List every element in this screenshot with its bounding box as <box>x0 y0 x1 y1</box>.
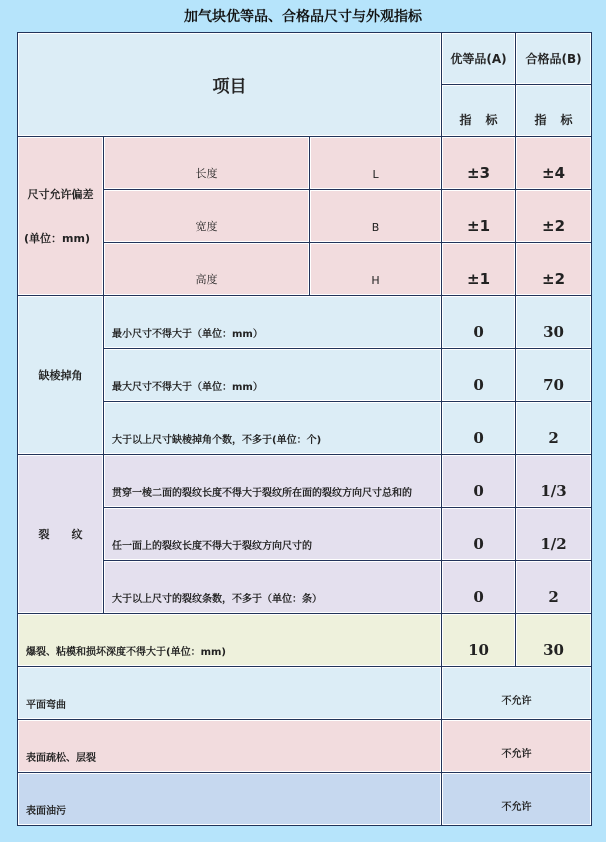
header-item: 项目 <box>18 33 442 137</box>
edge-row-a: 0 <box>442 402 516 455</box>
surface-oil-label: 表面油污 <box>18 773 442 826</box>
burst-b: 30 <box>516 614 592 667</box>
size-tolerance-unit: (单位：mm) <box>24 232 90 245</box>
size-row-symbol: B <box>310 190 442 243</box>
crack-label: 裂 纹 <box>18 455 104 614</box>
spec-table <box>17 32 592 826</box>
size-row-name: 宽度 <box>104 190 310 243</box>
edge-row-desc: 大于以上尺寸缺棱掉角个数，不多于(单位：个) <box>104 402 442 455</box>
size-tolerance-label: 尺寸允许偏差 <box>27 188 94 201</box>
header-grade-a: 优等品(A) <box>442 33 516 85</box>
flat-bending-label: 平面弯曲 <box>18 667 442 720</box>
edge-row-b: 2 <box>516 402 592 455</box>
crack-row-desc: 任一面上的裂纹长度不得大于裂纹方向尺寸的 <box>104 508 442 561</box>
burst-a: 10 <box>442 614 516 667</box>
surface-loose-label: 表面疏松、层裂 <box>18 720 442 773</box>
header-grade-b: 合格品(B) <box>516 33 592 85</box>
size-row-symbol: L <box>310 137 442 190</box>
header-index-a: 指标 <box>442 85 516 137</box>
crack-row-a: 0 <box>442 561 516 614</box>
size-tolerance-group <box>18 137 104 296</box>
edge-row-a: 0 <box>442 296 516 349</box>
crack-row-a: 0 <box>442 455 516 508</box>
surface-loose-value: 不允许 <box>442 720 592 773</box>
edge-row-b: 30 <box>516 296 592 349</box>
size-row-a: ±1 <box>442 190 516 243</box>
size-row-b: ±4 <box>516 137 592 190</box>
header-index-b: 指标 <box>516 85 592 137</box>
edge-row-a: 0 <box>442 349 516 402</box>
surface-oil-value: 不允许 <box>442 773 592 826</box>
size-row-symbol: H <box>310 243 442 296</box>
size-row-a: ±3 <box>442 137 516 190</box>
size-row-b: ±2 <box>516 243 592 296</box>
burst-desc: 爆裂、粘模和损坏深度不得大于(单位：mm) <box>18 614 442 667</box>
crack-row-b: 2 <box>516 561 592 614</box>
crack-row-b: 1/3 <box>516 455 592 508</box>
crack-row-desc: 贯穿一棱二面的裂纹长度不得大于裂纹所在面的裂纹方向尺寸总和的 <box>104 455 442 508</box>
page-title: 加气块优等品、合格品尺寸与外观指标 <box>184 9 422 25</box>
flat-bending-value: 不允许 <box>442 667 592 720</box>
size-row-a: ±1 <box>442 243 516 296</box>
edge-row-b: 70 <box>516 349 592 402</box>
crack-row-desc: 大于以上尺寸的裂纹条数，不多于（单位：条） <box>104 561 442 614</box>
crack-row-a: 0 <box>442 508 516 561</box>
size-row-b: ±2 <box>516 190 592 243</box>
crack-row-b: 1/2 <box>516 508 592 561</box>
edge-row-desc: 最大尺寸不得大于（单位：mm） <box>104 349 442 402</box>
size-row-name: 长度 <box>104 137 310 190</box>
edge-corner-label: 缺棱掉角 <box>18 296 104 455</box>
size-row-name: 高度 <box>104 243 310 296</box>
edge-row-desc: 最小尺寸不得大于（单位：mm） <box>104 296 442 349</box>
